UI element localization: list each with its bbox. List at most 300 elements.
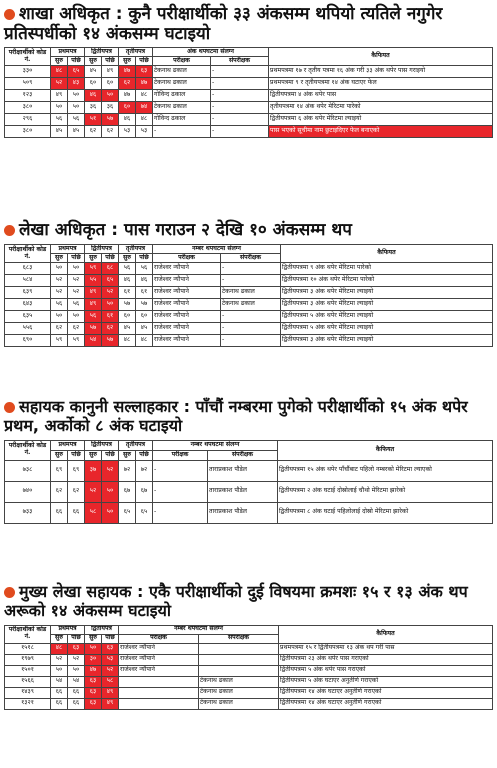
cell-code: १५१८	[5, 643, 51, 654]
cell-examiner: राजेश्वर न्यौपाने	[153, 323, 221, 335]
header-before: सुरु	[119, 254, 136, 263]
cell-remark: द्वितीयपत्रमा ५ अंक थपेर मेरिटमा ल्याइयो	[281, 323, 493, 335]
cell-examiner: राजेश्वर न्यौपाने	[119, 643, 199, 654]
header-paper2: द्वितीयपत्र	[85, 625, 119, 634]
headline-rest: : कुनै परीक्षार्थीको ३३ अंकसम्म थपियो त्यतिले नगुगेर प्रतिस्पर्धीको १४ अंकसम्म घटाइयो	[4, 4, 443, 45]
cell-reviewer: टेकनाथ ढकाल	[199, 687, 279, 698]
cell-remark: द्वितीयपत्रमा ६ अंक थपेर मेरिटमा ल्याइयो	[269, 114, 493, 126]
cell-p1-after: ५६	[68, 114, 85, 126]
cell-p2-before: ६०	[85, 78, 102, 90]
cell-examiner: राजेश्वर न्यौपाने	[153, 311, 221, 323]
header-examiner: परीक्षक	[153, 450, 208, 460]
cell-p1-before: ६२	[51, 323, 68, 335]
results-table	[4, 440, 493, 524]
header-paper3: तृतीयपत्र	[119, 245, 153, 254]
cell-p3-before: ६०	[119, 311, 136, 323]
header-before: सुरु	[85, 450, 102, 460]
header-examiner: परीक्षक	[153, 57, 211, 66]
cell-p2-after: ४९	[102, 66, 119, 78]
cell-p3-after: ४७	[136, 78, 153, 90]
table-row	[5, 335, 493, 347]
cell-p1-after: ६६	[68, 698, 85, 709]
cell-p2-after: ५७	[102, 335, 119, 347]
cell-reviewer: -	[221, 275, 281, 287]
cell-p1-after: ४५	[68, 126, 85, 138]
cell-p2-before: ५८	[85, 502, 102, 523]
cell-reviewer: -	[211, 66, 269, 78]
header-examiner-group: अंक थपघटमा संलग्न	[153, 48, 269, 57]
cell-p1-after: ६६	[68, 502, 85, 523]
cell-p3-after: ६१	[136, 287, 153, 299]
cell-reviewer: -	[221, 263, 281, 275]
cell-p1-before: ५४	[51, 676, 68, 687]
table-row	[5, 481, 493, 502]
cell-p3-after: ५६	[136, 263, 153, 275]
cell-p1-before: ५०	[51, 311, 68, 323]
cell-p2-before: ५९	[85, 263, 102, 275]
cell-p2-before: ४९	[85, 299, 102, 311]
header-after: पछि	[136, 254, 153, 263]
header-reviewer: संपरीक्षक	[211, 57, 269, 66]
header-examiner-group: नम्बर थपघटमा संलग्न	[153, 440, 278, 450]
bullet-dot-icon	[4, 402, 15, 413]
cell-examiner: राजेश्वर न्यौपाने	[153, 299, 221, 311]
cell-reviewer: -	[211, 102, 269, 114]
cell-examiner: -	[153, 460, 208, 481]
cell-code: २९६	[5, 114, 51, 126]
cell-p1-before: ६६	[51, 687, 68, 698]
cell-remark: प्रथमपत्रमा ९ र तृतीयपत्रमा १४ अंक घटाएर फेल	[269, 78, 493, 90]
cell-code: ३८०	[5, 126, 51, 138]
cell-p2-after: ५८	[102, 676, 119, 687]
cell-code: १४३९	[5, 687, 51, 698]
header-paper1: प्रथमपत्र	[51, 245, 85, 254]
cell-examiner: राजेश्वर न्यौपाने	[153, 275, 221, 287]
cell-code: ६९०	[5, 335, 51, 347]
headline-rest: : पाँचौं नम्बरमा पुगेको परीक्षार्थीको १५ अंक थपेर प्रथम, अर्कोको ८ अंक घटाइयो	[4, 397, 468, 435]
header-reviewer: संपरीक्षक	[221, 254, 281, 263]
cell-remark: द्वितीयपत्रमा ३ अंक थपेर मेरिटमा ल्याइयो	[281, 299, 493, 311]
cell-p1-after: ६५	[68, 66, 85, 78]
header-paper1: प्रथमपत्र	[51, 48, 85, 57]
cell-reviewer: -	[211, 126, 269, 138]
cell-p3-before: ४५	[119, 323, 136, 335]
cell-p1-before: ६६	[51, 698, 68, 709]
cell-p1-after: ५९	[68, 335, 85, 347]
header-after: पछि	[68, 634, 85, 643]
cell-p1-after: ६९	[68, 460, 85, 481]
cell-p1-before: ६२	[51, 481, 68, 502]
cell-p3-after: ७२	[136, 460, 153, 481]
table-row	[5, 676, 493, 687]
header-examiner: परीक्षक	[119, 634, 199, 643]
header-after: पछि	[136, 450, 153, 460]
results-table	[4, 47, 493, 138]
header-before: सुरु	[85, 634, 102, 643]
cell-reviewer: टेकनाथ ढकाल	[221, 287, 281, 299]
cell-code: ३८०	[5, 102, 51, 114]
cell-code: १९७९	[5, 654, 51, 665]
cell-p3-after: ४५	[136, 323, 153, 335]
cell-p1-after: ५२	[68, 654, 85, 665]
cell-examiner	[119, 687, 199, 698]
header-examiner-group: नम्बर थपघटमा संलग्न	[119, 625, 279, 634]
cell-reviewer: -	[211, 114, 269, 126]
header-after: पछि	[102, 57, 119, 66]
cell-p3-after: ४८	[136, 90, 153, 102]
headline-lead: सहायक कानुनी सल्लाहकार	[19, 397, 178, 416]
cell-reviewer: टेकनाथ ढकाल	[199, 698, 279, 709]
cell-p1-before: ५६	[51, 114, 68, 126]
header-before: सुरु	[51, 57, 68, 66]
cell-p3-after: ४६	[136, 275, 153, 287]
cell-examiner: -	[153, 481, 208, 502]
cell-p2-after: ५०	[102, 90, 119, 102]
cell-reviewer	[199, 654, 279, 665]
cell-p3-before: ४७	[119, 66, 136, 78]
bullet-dot-icon	[4, 587, 15, 598]
cell-p1-before: ६६	[51, 502, 68, 523]
cell-p2-after: ५०	[102, 502, 119, 523]
cell-p1-before: ५६	[51, 299, 68, 311]
cell-p3-after: ६३	[136, 66, 153, 78]
table-row	[5, 90, 493, 102]
section-headline	[4, 4, 493, 44]
header-code: परीक्षार्थीको कोड नं.	[5, 625, 51, 643]
cell-p1-before: ५०	[51, 263, 68, 275]
cell-p3-before: ५७	[119, 299, 136, 311]
table-row	[5, 275, 493, 287]
cell-code: ६८३	[5, 263, 51, 275]
cell-p2-after: ५२	[102, 665, 119, 676]
cell-p2-after: ५७	[102, 114, 119, 126]
headline-lead: लेखा अधिकृत	[19, 220, 106, 240]
bullet-dot-icon	[4, 9, 15, 20]
cell-remark: प्रथमपत्रमा १७ र तृतीय पत्रमा १६ अंक गरी ३३ अंक थपेर पास गराइयो	[269, 66, 493, 78]
cell-code: ७३८	[5, 460, 51, 481]
cell-p3-after: ६५	[136, 502, 153, 523]
cell-reviewer: ताराप्रकाश पौडेल	[208, 502, 278, 523]
cell-p2-after: ५२	[102, 287, 119, 299]
cell-remark: द्वितीयपत्रमा १० अंक थपेर मेरिटमा पारेको	[281, 275, 493, 287]
table-row	[5, 698, 493, 709]
bullet-dot-icon	[4, 225, 15, 236]
cell-p1-after: ५०	[68, 311, 85, 323]
cell-p3-after: ६०	[136, 311, 153, 323]
cell-p2-after: ४९	[102, 687, 119, 698]
header-before: सुरु	[85, 254, 102, 263]
cell-code: ५०९	[5, 78, 51, 90]
cell-p1-after: ५०	[68, 90, 85, 102]
header-paper2: द्वितीयपत्र	[85, 245, 119, 254]
table-row	[5, 460, 493, 481]
cell-code: १२३	[5, 90, 51, 102]
header-examiner-group: नम्बर थपघटमा संलग्न	[153, 245, 281, 254]
section-headline	[4, 583, 493, 621]
cell-p1-before: ५२	[51, 78, 68, 90]
cell-p2-before: ३६	[85, 102, 102, 114]
cell-p2-after: ३६	[102, 102, 119, 114]
cell-p2-before: ३०	[85, 654, 102, 665]
cell-code: ५८४	[5, 275, 51, 287]
cell-examiner: -	[153, 126, 211, 138]
header-remarks: कैफियत	[279, 625, 493, 643]
cell-p2-after: ६२	[102, 126, 119, 138]
cell-p2-after: ६५	[102, 275, 119, 287]
cell-p2-after: ६८	[102, 263, 119, 275]
cell-p2-after: ६०	[102, 78, 119, 90]
cell-code: १५०१	[5, 665, 51, 676]
cell-p3-before: ६७	[119, 481, 136, 502]
cell-code: ६३९	[5, 287, 51, 299]
cell-code: ६३५	[5, 311, 51, 323]
header-reviewer: संपरीक्षक	[208, 450, 278, 460]
cell-examiner: राजेश्वर न्यौपाने	[153, 287, 221, 299]
table-row	[5, 78, 493, 90]
cell-p2-before: ४६	[85, 90, 102, 102]
table-row	[5, 287, 493, 299]
headline-rest: : पास गराउन २ देखि १० अंकसम्म थप	[111, 220, 352, 240]
cell-p1-after: ६२	[68, 323, 85, 335]
cell-p2-after: ५२	[102, 460, 119, 481]
cell-p2-before: ६३	[85, 687, 102, 698]
table-row	[5, 102, 493, 114]
header-code: परीक्षार्थीको कोड नं.	[5, 245, 51, 263]
cell-p3-before: ५३	[119, 126, 136, 138]
table-row	[5, 126, 493, 138]
header-paper3: तृतीयपत्र	[119, 440, 153, 450]
cell-p3-after: ५७	[136, 299, 153, 311]
cell-remark: द्वितीयपत्रमा ५ अंक थपेर पास गराएको	[279, 665, 493, 676]
cell-remark: द्वितीयपत्रमा १४ अंक घटाएर अनुतीर्ण गराएको	[279, 698, 493, 709]
header-remarks: कैफियत	[269, 48, 493, 66]
cell-p2-after: ६२	[102, 323, 119, 335]
cell-examiner: टेकनाथ ढकाल	[153, 66, 211, 78]
cell-p2-before: ३७	[85, 460, 102, 481]
cell-examiner: राजेश्वर न्यौपाने	[119, 665, 199, 676]
cell-p3-before: ४६	[119, 275, 136, 287]
table-row	[5, 299, 493, 311]
header-before: सुरु	[119, 450, 136, 460]
cell-p3-before: ४६	[119, 114, 136, 126]
cell-remark: द्वितीयपत्रमा १५ अंक थपेर पाँचौंबाट पहिलो नम्बरको मेरिटमा ल्याएको	[278, 460, 493, 481]
cell-p2-before: ६३	[85, 698, 102, 709]
header-before: सुरु	[51, 634, 68, 643]
headline-rest: : एकै परीक्षार्थीको दुई विषयमा क्रमशः १५ र १३ अंक थप अरूको १४ अंकसम्म घटाइयो	[4, 582, 468, 620]
headline-lead: मुख्य लेखा सहायक	[19, 582, 132, 601]
cell-remark: द्वितीयपत्रमा ३ अंक थपेर मेरिटमा ल्याइयो	[281, 287, 493, 299]
cell-remark: पास भएको सूचीमा नाम छुटाइदिएर फेल बनाएको	[269, 126, 493, 138]
cell-p2-before: ४५	[85, 66, 102, 78]
cell-p1-before: ५२	[51, 275, 68, 287]
header-after: पछि	[68, 57, 85, 66]
cell-p3-before: ४७	[119, 90, 136, 102]
header-after: पछि	[68, 254, 85, 263]
cell-code: ७३३	[5, 502, 51, 523]
header-paper2: द्वितीयपत्र	[85, 48, 119, 57]
cell-p2-before: ५२	[85, 481, 102, 502]
cell-examiner: राजेश्वर न्यौपाने	[119, 654, 199, 665]
cell-p2-before: ६३	[85, 676, 102, 687]
cell-p3-before: ५६	[119, 263, 136, 275]
cell-reviewer: टेकनाथ ढकाल	[221, 299, 281, 311]
cell-p1-after: ६३	[68, 643, 85, 654]
section-shakha-adhikrit	[4, 4, 493, 138]
cell-p3-before: ६२	[119, 78, 136, 90]
section-mukhya-lekha-sahayak	[4, 583, 493, 710]
cell-remark: द्वितीयपत्रमा ३ अंक थपेर मेरिटमा ल्याइयो	[281, 335, 493, 347]
cell-p1-after: ६६	[68, 687, 85, 698]
cell-p1-before: ६९	[51, 460, 68, 481]
cell-p1-after: ६२	[68, 481, 85, 502]
cell-reviewer: -	[221, 323, 281, 335]
header-reviewer: संपरीक्षक	[199, 634, 279, 643]
cell-examiner: गोविन्द ढकाल	[153, 114, 211, 126]
cell-remark: द्वितीयपत्रमा ९ अंक थपेर मेरिटमा पारेको	[281, 263, 493, 275]
header-paper3: तृतीयपत्र	[119, 48, 153, 57]
cell-examiner: गोविन्द ढकाल	[153, 90, 211, 102]
cell-p1-before: ४८	[51, 66, 68, 78]
table-row	[5, 502, 493, 523]
table-row	[5, 665, 493, 676]
cell-p2-before: ५०	[85, 643, 102, 654]
cell-code: १३२१	[5, 698, 51, 709]
cell-examiner	[119, 676, 199, 687]
cell-p1-after: ५२	[68, 287, 85, 299]
cell-code: ७४०	[5, 481, 51, 502]
cell-p2-after: ६३	[102, 643, 119, 654]
cell-examiner: टेकनाथ ढकाल	[153, 78, 211, 90]
cell-p1-before: ५०	[51, 665, 68, 676]
cell-p1-after: ४३	[68, 78, 85, 90]
cell-p1-before: ४९	[51, 90, 68, 102]
cell-reviewer	[199, 665, 279, 676]
cell-p1-before: ५२	[51, 287, 68, 299]
cell-p3-after: ४८	[136, 335, 153, 347]
section-headline	[4, 220, 493, 240]
table-row	[5, 654, 493, 665]
cell-p2-before: ६२	[85, 126, 102, 138]
cell-p2-before: ५७	[85, 323, 102, 335]
section-lekha-adhikrit	[4, 220, 493, 347]
section-sahayak-kanuni	[4, 398, 493, 524]
header-before: सुरु	[51, 254, 68, 263]
header-code: परीक्षार्थीको कोड नं.	[5, 440, 51, 460]
section-headline	[4, 398, 493, 436]
cell-code: १५६६	[5, 676, 51, 687]
cell-p3-before: ६५	[119, 502, 136, 523]
header-after: पछि	[102, 450, 119, 460]
cell-p3-before: ६१	[119, 287, 136, 299]
header-after: पछि	[136, 57, 153, 66]
cell-p1-after: ५०	[68, 665, 85, 676]
cell-remark: द्वितीयपत्रमा ५ अंक थपेर मेरिटमा ल्याइयो	[281, 311, 493, 323]
cell-p3-after: ५३	[136, 126, 153, 138]
cell-p2-after: ६१	[102, 311, 119, 323]
cell-reviewer	[199, 643, 279, 654]
cell-examiner: राजेश्वर न्यौपाने	[153, 263, 221, 275]
table-row	[5, 66, 493, 78]
header-code: परीक्षार्थीको कोड नं.	[5, 48, 51, 66]
header-before: सुरु	[119, 57, 136, 66]
cell-p2-after: ५०	[102, 299, 119, 311]
header-before: सुरु	[51, 450, 68, 460]
header-remarks: कैफियत	[281, 245, 493, 263]
header-paper1: प्रथमपत्र	[51, 625, 85, 634]
header-before: सुरु	[85, 57, 102, 66]
header-remarks: कैफियत	[278, 440, 493, 460]
table-row	[5, 263, 493, 275]
cell-p2-after: ५३	[102, 654, 119, 665]
cell-p2-before: ४९	[85, 287, 102, 299]
header-examiner: परीक्षक	[153, 254, 221, 263]
cell-remark: द्वितीयपत्रमा ५ अंक घटाएर अनुतीर्ण गराएको	[279, 676, 493, 687]
cell-p1-before: ४८	[51, 643, 68, 654]
cell-examiner	[119, 698, 199, 709]
cell-p3-before: ४८	[119, 335, 136, 347]
cell-p2-after: ५०	[102, 481, 119, 502]
cell-reviewer: -	[211, 78, 269, 90]
cell-p2-before: ५६	[85, 311, 102, 323]
table-row	[5, 687, 493, 698]
headline-lead: शाखा अधिकृत	[19, 4, 110, 24]
cell-examiner: टेकनाथ ढकाल	[153, 102, 211, 114]
cell-reviewer: ताराप्रकाश पौडेल	[208, 481, 278, 502]
cell-code: ३३०	[5, 66, 51, 78]
cell-remark: द्वितीयपत्रमा ४ अंक थपेर पास	[269, 90, 493, 102]
cell-remark: तृतीयपत्रमा १४ अंक थपेर मेरिटमा पारेको	[269, 102, 493, 114]
cell-reviewer: -	[221, 335, 281, 347]
cell-remark: द्वितीयपत्रमा ८ अंक घटाई पहिलोलाई दोस्रो मेरिटमा झारेको	[278, 502, 493, 523]
cell-remark: द्वितीयपत्रमा १४ अंक घटाएर अनुतीर्ण गराएको	[279, 687, 493, 698]
cell-p3-before: ७२	[119, 460, 136, 481]
cell-p1-before: ५९	[51, 335, 68, 347]
results-table	[4, 244, 493, 347]
cell-remark: द्वितीयपत्रमा २३ अंक थपेर पास गराएको	[279, 654, 493, 665]
cell-p1-before: ५०	[51, 102, 68, 114]
cell-p2-before: ४७	[85, 665, 102, 676]
cell-p1-after: ५०	[68, 263, 85, 275]
header-after: पछि	[68, 450, 85, 460]
cell-p3-after: ७४	[136, 102, 153, 114]
cell-p1-after: ५२	[68, 275, 85, 287]
cell-remark: द्वितीयपत्रमा २ अंक घटाई दोस्रोलाई चौथो मेरिटमा झारेको	[278, 481, 493, 502]
cell-reviewer: -	[221, 311, 281, 323]
cell-reviewer: ताराप्रकाश पौडेल	[208, 460, 278, 481]
cell-p2-before: ५४	[85, 335, 102, 347]
cell-p1-before: ४५	[51, 126, 68, 138]
header-paper2: द्वितीयपत्र	[85, 440, 119, 450]
cell-examiner: राजेश्वर न्यौपाने	[153, 335, 221, 347]
table-row	[5, 323, 493, 335]
cell-p1-before: ५२	[51, 654, 68, 665]
cell-code: ५५६	[5, 323, 51, 335]
cell-p2-before: ५१	[85, 114, 102, 126]
cell-p2-before: ५५	[85, 275, 102, 287]
cell-p3-after: ६७	[136, 481, 153, 502]
cell-p1-after: ५०	[68, 102, 85, 114]
header-after: पछि	[102, 254, 119, 263]
table-row	[5, 643, 493, 654]
cell-examiner: -	[153, 502, 208, 523]
cell-p1-after: ५६	[68, 299, 85, 311]
cell-p2-after: ४९	[102, 698, 119, 709]
cell-p3-before: ६०	[119, 102, 136, 114]
cell-p3-after: ४८	[136, 114, 153, 126]
cell-p1-after: ५४	[68, 676, 85, 687]
cell-reviewer: टेकनाथ ढकाल	[199, 676, 279, 687]
header-after: पछि	[102, 634, 119, 643]
